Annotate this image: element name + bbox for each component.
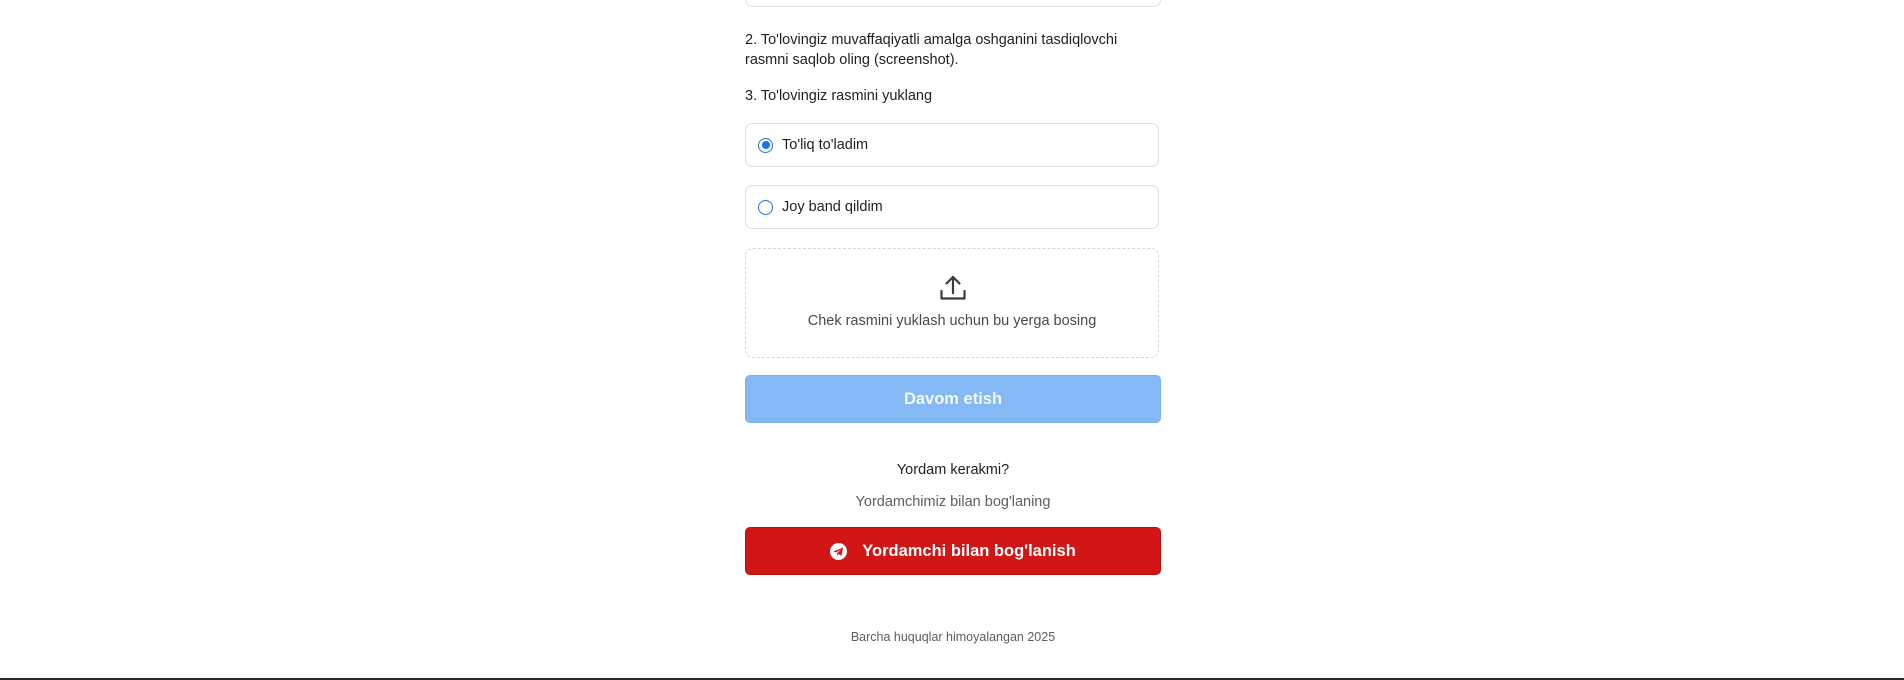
instruction-step-2: 2. To'lovingiz muvaffaqiyatli amalga oshganini tasdiqlovchi rasmni saqlob oling (screenshot). xyxy=(745,32,1118,68)
contact-support-label: Yordamchi bilan bog'lanish xyxy=(862,541,1076,560)
previous-card xyxy=(745,0,1161,7)
radio-unchecked-icon[interactable] xyxy=(758,200,773,215)
upload-hint-text: Chek rasmini yuklash uchun bu yerga bosing xyxy=(807,313,1097,329)
receipt-upload-dropzone[interactable] xyxy=(745,248,1159,358)
telegram-icon xyxy=(830,543,847,560)
radio-checked-icon[interactable] xyxy=(758,138,773,153)
upload-icon xyxy=(938,273,968,303)
radio-label: To'liq to'ladim xyxy=(782,137,869,153)
radio-label: Joy band qildim xyxy=(782,199,883,215)
radio-option-full-paid[interactable] xyxy=(745,123,1159,167)
help-subtitle: Yordamchimiz bilan bog'laning xyxy=(855,494,1051,510)
footer-copyright: Barcha huquqlar himoyalangan 2025 xyxy=(850,630,1056,644)
contact-support-button[interactable] xyxy=(745,527,1161,575)
radio-option-reserved[interactable] xyxy=(745,185,1159,229)
help-title: Yordam kerakmi? xyxy=(896,462,1010,478)
continue-button[interactable]: Davom etish xyxy=(745,375,1161,423)
instruction-step-3: 3. To'lovingiz rasmini yuklang xyxy=(745,88,933,104)
